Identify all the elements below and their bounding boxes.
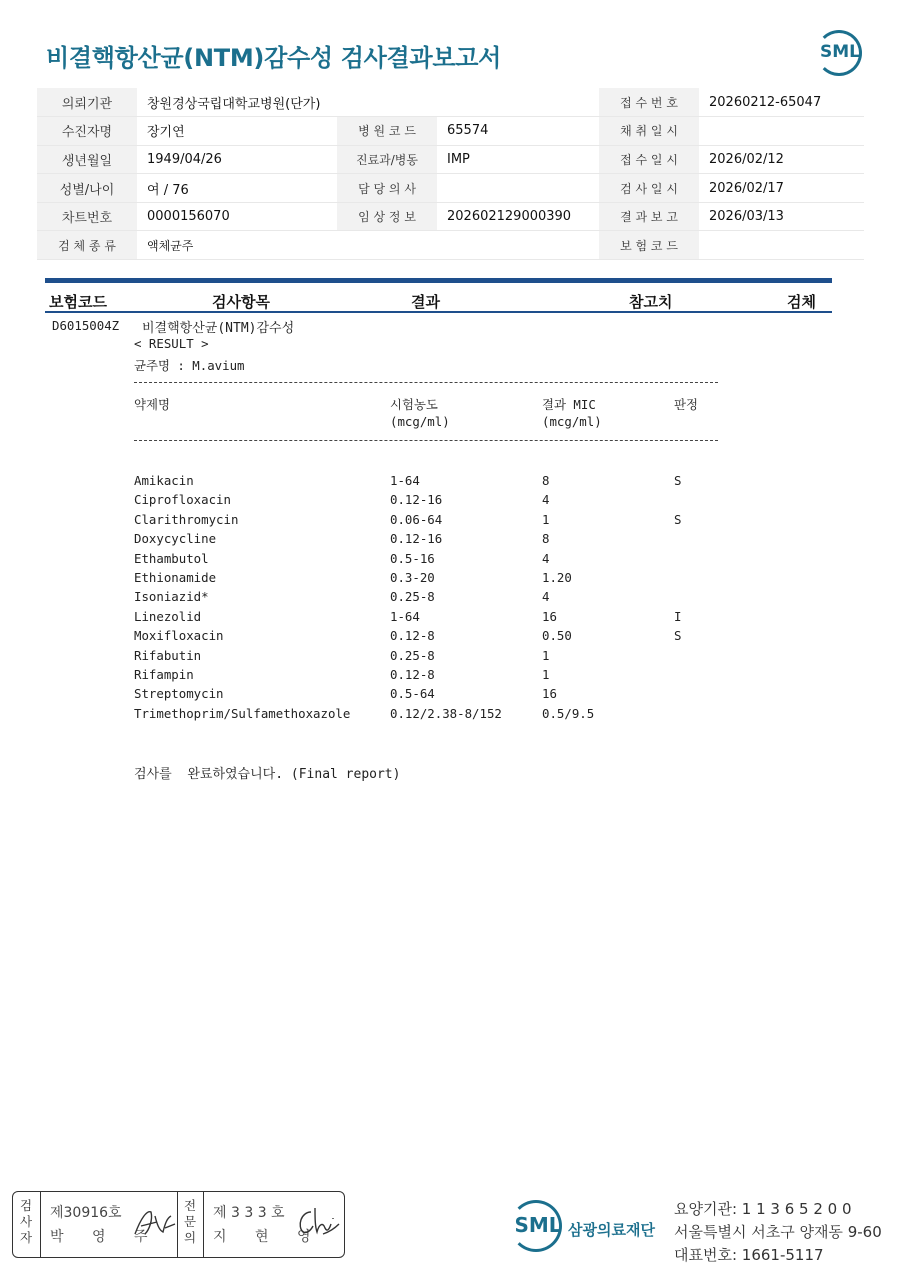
drug-name: Rifabutin <box>134 647 202 663</box>
drug-conc: 0.12/2.38-8/152 <box>390 705 502 721</box>
dashed-rule <box>134 440 718 441</box>
specialist-label-char: 문 <box>183 1214 197 1229</box>
drug-name: Amikacin <box>134 473 194 488</box>
info-row <box>37 88 864 117</box>
info-row <box>37 231 864 260</box>
info-row <box>37 202 864 231</box>
drug-conc: 1-64 <box>390 608 420 624</box>
receipt-no-value: 20260212-65047 <box>699 88 864 117</box>
drug-mic: 1 <box>542 667 550 682</box>
drug-conc: 0.06-64 <box>390 511 443 527</box>
birth-value: 1949/04/26 <box>137 145 337 174</box>
test-name: 비결핵항산균(NTM)감수성 <box>142 321 295 336</box>
organism-line: 균주명 : M.avium <box>134 358 245 373</box>
drug-conc: 0.12-8 <box>390 628 435 644</box>
col-drug: 약제명 <box>134 397 170 412</box>
header-specimen: 검체 <box>787 293 816 311</box>
header-test-item: 검사항목 <box>212 293 270 311</box>
chart-no-value: 0000156070 <box>137 202 337 231</box>
drug-mic: 1 <box>542 511 550 527</box>
drug-name: Linezolid <box>134 608 202 624</box>
drug-conc: 0.25-8 <box>390 647 435 663</box>
hospital-code-value: 65574 <box>437 117 599 146</box>
drug-mic: 0.5/9.5 <box>542 705 595 721</box>
result-report-value: 2026/03/13 <box>699 202 864 231</box>
divider <box>177 1192 178 1257</box>
footer-logo-text: SML <box>514 1213 562 1237</box>
drug-conc: 0.5-64 <box>390 686 435 702</box>
specialist-license: 제 3 3 3 호 <box>213 1205 285 1221</box>
drug-judgement: S <box>674 473 682 488</box>
patient-value: 장기연 <box>137 117 337 146</box>
drug-conc: 0.12-8 <box>390 667 435 682</box>
examiner-license: 제30916호 <box>50 1205 122 1221</box>
test-code: D6015004Z <box>52 318 120 333</box>
col-conc-unit: (mcg/ml) <box>390 414 450 429</box>
section-divider <box>45 278 832 283</box>
drug-mic: 0.50 <box>542 628 572 644</box>
insurance-code-value <box>699 231 864 260</box>
test-date-value: 2026/02/17 <box>699 174 864 203</box>
result-heading: < RESULT > <box>134 336 209 351</box>
drug-name: Ciprofloxacin <box>134 492 231 508</box>
drug-conc: 0.25-8 <box>390 589 435 605</box>
drug-name: Trimethoprim/Sulfamethoxazole <box>134 705 351 721</box>
drug-mic: 4 <box>542 492 550 508</box>
result-report-label: 결 과 보 고 <box>599 202 699 231</box>
footer-org-name: 삼광의료재단 <box>568 1221 655 1239</box>
receipt-date-label: 접 수 일 시 <box>599 145 699 174</box>
specialist-label-char: 의 <box>183 1230 197 1245</box>
signature-box <box>12 1191 345 1258</box>
drug-name: Moxifloxacin <box>134 628 224 644</box>
drug-name: Doxycycline <box>134 531 217 547</box>
collect-date-value <box>699 117 864 146</box>
drug-mic: 1.20 <box>542 570 572 585</box>
drug-name: Rifampin <box>134 667 194 682</box>
examiner-signature-icon <box>131 1206 177 1240</box>
chart-no-label: 차트번호 <box>37 202 137 231</box>
drug-name: Ethionamide <box>134 570 217 585</box>
footer-address: 서울특별시 서초구 양재동 9-60 <box>674 1223 882 1241</box>
header-result: 결과 <box>411 293 440 311</box>
examiner-label-char: 자 <box>19 1230 33 1245</box>
drug-name: Streptomycin <box>134 686 224 702</box>
specialist-signature-icon <box>293 1204 341 1240</box>
result-table-header <box>45 288 832 313</box>
footer-phone: 대표번호: 1661-5117 <box>674 1246 824 1264</box>
dashed-rule <box>134 382 718 383</box>
clinical-label: 임 상 정 보 <box>337 202 437 231</box>
dept-value: IMP <box>437 145 599 174</box>
drug-conc: 1-64 <box>390 473 420 488</box>
drug-conc: 0.5-16 <box>390 550 435 566</box>
drug-judgement: S <box>674 628 682 644</box>
examiner-label <box>17 1198 35 1246</box>
sex-age-value: 여 / 76 <box>137 174 337 203</box>
drug-mic: 8 <box>542 473 550 488</box>
insurance-code-label: 보 험 코 드 <box>599 231 699 260</box>
birth-label: 생년월일 <box>37 145 137 174</box>
dept-label: 진료과/병동 <box>337 145 437 174</box>
receipt-no-label: 접 수 번 호 <box>599 88 699 117</box>
info-row <box>37 145 864 174</box>
col-mic: 결과 MIC <box>542 397 596 412</box>
drug-mic: 8 <box>542 531 550 547</box>
info-row <box>37 174 864 203</box>
specimen-label: 검 체 종 류 <box>37 231 137 260</box>
drug-conc: 0.12-16 <box>390 531 443 547</box>
footer-code: 요양기관: 1 1 3 6 5 2 0 0 <box>674 1200 852 1218</box>
patient-label: 수진자명 <box>37 117 137 146</box>
doctor-value <box>437 174 599 203</box>
drug-mic: 4 <box>542 550 550 566</box>
specimen-value: 액체균주 <box>137 231 599 260</box>
report-title: 비결핵항산균(NTM)감수성 검사결과보고서 <box>46 44 501 72</box>
drug-conc: 0.12-16 <box>390 492 443 508</box>
drug-name: Clarithromycin <box>134 511 239 527</box>
drug-mic: 4 <box>542 589 550 605</box>
collect-date-label: 채 취 일 시 <box>599 117 699 146</box>
drug-mic: 1 <box>542 647 550 663</box>
info-row <box>37 117 864 146</box>
col-judgement: 판정 <box>674 397 698 412</box>
drug-judgement: I <box>674 608 682 624</box>
header-reference: 참고치 <box>629 293 673 311</box>
col-mic-unit: (mcg/ml) <box>542 414 602 429</box>
specialist-name: 지 현 영 <box>213 1229 323 1245</box>
footer-sml-logo <box>510 1200 562 1252</box>
test-date-label: 검 사 일 시 <box>599 174 699 203</box>
final-note: 검사를 완료하였습니다. (Final report) <box>134 767 401 782</box>
drug-mic: 16 <box>542 686 557 702</box>
receipt-date-value: 2026/02/12 <box>699 145 864 174</box>
requesting-org-value: 창원경상국립대학교병원(단가) <box>137 88 599 117</box>
sex-age-label: 성별/나이 <box>37 174 137 203</box>
specialist-label <box>181 1198 199 1246</box>
col-conc: 시험농도 <box>390 397 438 412</box>
hospital-code-label: 병 원 코 드 <box>337 117 437 146</box>
header-insurance-code: 보험코드 <box>49 293 107 311</box>
specialist-label-char: 전 <box>183 1198 197 1213</box>
examiner-label-char: 사 <box>19 1214 33 1229</box>
drug-name: Ethambutol <box>134 550 209 566</box>
divider <box>40 1192 41 1257</box>
patient-info-table <box>37 88 864 260</box>
examiner-label-char: 검 <box>19 1198 33 1213</box>
clinical-value: 202602129000390 <box>437 202 599 231</box>
divider <box>203 1192 204 1257</box>
drug-conc: 0.3-20 <box>390 570 435 585</box>
doctor-label: 담 당 의 사 <box>337 174 437 203</box>
drug-judgement: S <box>674 511 682 527</box>
drug-name: Isoniazid* <box>134 589 209 605</box>
requesting-org-label: 의뢰기관 <box>37 88 137 117</box>
examiner-name: 박 영 주 <box>50 1229 160 1245</box>
logo-text: SML <box>820 42 860 62</box>
sml-logo <box>816 30 862 76</box>
drug-mic: 16 <box>542 608 557 624</box>
